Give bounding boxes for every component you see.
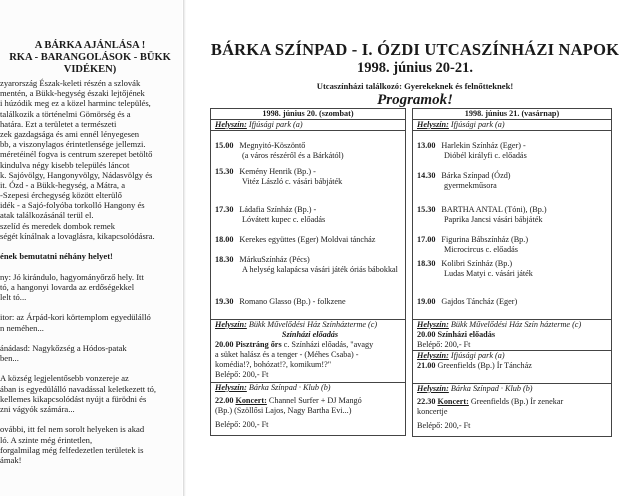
left-line: ének bemutatni néhány helyet!: [0, 251, 113, 262]
program-item: [417, 171, 605, 191]
entry-fee: Belépő: 200,- Ft: [215, 370, 269, 379]
venue-name: Bükk Művelődési Ház Szín házterme (c): [450, 320, 582, 329]
left-line: A község legjelentősebb vonzereje az: [0, 373, 129, 384]
venue-name: Ifjúsági park (a): [450, 120, 505, 129]
program-text: Ládafia Színház (Bp.) -: [239, 205, 317, 214]
day1-heading: 1998. június 20. (szombat): [262, 109, 354, 118]
left-line: forgalmilag még felfedezetlen területek is: [0, 444, 144, 455]
program-item: [417, 205, 605, 225]
program-item: [417, 141, 605, 161]
program-text: Gajdos Táncház (Eger): [441, 297, 518, 306]
day2-heading: 1998. június 21. (vasárnap): [464, 109, 560, 118]
program-item: [215, 141, 403, 161]
program-sub: Microcircus c. előadás: [444, 245, 518, 254]
program-text: Harlekin Színház (Eger) -: [441, 141, 526, 150]
left-heading-line: RKA - BARANGOLÁSOK - BÜKK: [9, 52, 171, 63]
program-text: Kerekes együttes (Eger) Moldvai táncház: [239, 235, 376, 244]
left-line: méretéinél fogva is centrum szerepet betöltő: [0, 149, 153, 160]
left-panel: [0, 0, 182, 496]
program-time: 18.30: [215, 255, 234, 264]
program-text: Greenfields (Bp.) Ír Táncház: [437, 361, 532, 370]
venue-label: Helyszín:: [215, 383, 247, 392]
program-time: 18.00: [215, 235, 234, 244]
left-line: i húzódik meg ez a közel harminc település,: [0, 98, 151, 109]
program-item: [211, 340, 405, 350]
program-time: 20.00: [417, 330, 436, 339]
left-line: k. Sajóvölgy, Hangonyvölgy, Nádasvölgy és: [0, 169, 153, 180]
program-time: 15.00: [215, 141, 234, 150]
left-line: zek gazdagsága és ami ennél lényegesen: [0, 128, 140, 139]
venue-label: Helyszín:: [417, 120, 449, 129]
program-item: [215, 205, 403, 225]
left-line: idék - a Sajó-folyóba torkolló Hangony és: [0, 200, 145, 211]
day2-venue2: [413, 320, 611, 330]
left-line: ovábbi, itt fel nem sorolt helyeken is akad: [0, 424, 145, 435]
left-line: [0, 414, 180, 424]
program-text: Greenfields (Bp.) Ír zenekar: [470, 397, 564, 406]
program-text: Romano Glasso (Bp.) - folkzene: [239, 297, 346, 306]
program-item: [413, 361, 611, 371]
left-line: szelíd és meredek dombok remek: [0, 220, 116, 231]
program-item: [417, 259, 605, 279]
program-sub: gyermekműsora: [444, 181, 497, 190]
left-line: ánádasd: Nagykőzség a Hódos-patak: [0, 342, 127, 353]
day1-column: [210, 108, 406, 436]
left-line: bb, a viszonylagos érintetlensége jellemzi.: [0, 139, 146, 150]
program-time: 15.30: [215, 167, 234, 176]
program-text: Figurina Bábszínház (Bp.): [441, 235, 529, 244]
program-sub: Lóvátett kupec c. előadás: [242, 215, 326, 224]
program-time: 21.00: [417, 361, 436, 370]
left-line: határa. Ezt a területet a természeti: [0, 118, 117, 129]
program-text: Színházi előadás: [437, 330, 496, 339]
program-sub: Paprika Jancsi vásári bábjáték: [444, 215, 543, 224]
day1-top-box: [210, 108, 406, 320]
program-time: 15.30: [417, 205, 436, 214]
day2-venue: [413, 119, 611, 131]
program-desc: c. Színházi előadás, "avagy: [283, 340, 374, 349]
venue-subtitle: Színházi előadás: [281, 330, 339, 339]
venue-name: Bárka Színpad · Klub (b): [450, 384, 533, 393]
venue-label: Helyszín:: [417, 351, 449, 360]
entry-fee: Belépő: 200,- Ft: [417, 421, 471, 430]
program-text: Pisztráng őrs: [235, 340, 282, 349]
day2-club-box: [412, 384, 612, 437]
day2-theatre-box: [412, 320, 612, 351]
left-line: it. Ózd - a Bükk-hegység, a Mátra, a: [0, 179, 126, 190]
concert-label: Koncert:: [235, 396, 267, 405]
program-time: 19.00: [417, 297, 436, 306]
left-line: ny: Jó kirándulo, hagyományőrző hely. Itt: [0, 271, 144, 282]
program-item: [215, 235, 403, 245]
program-time: 22.30: [417, 397, 436, 406]
venue-label: Helyszín:: [215, 120, 247, 129]
venue-name: Bárka Színpad · Klub (b): [248, 383, 331, 392]
event-subtitle: Utcaszínházi találkozó: Gyerekeknek és felnőtteknek!: [316, 81, 514, 91]
program-item: [215, 167, 403, 187]
day2-column: [412, 108, 612, 437]
program-item: [413, 330, 611, 340]
left-line: itor: az Árpád-kori körtemplom egyedülálló: [0, 312, 151, 323]
program-time: 17.30: [215, 205, 234, 214]
program-sub: Vitéz László c. vásári bábjáték: [242, 177, 343, 186]
program-item: [417, 297, 605, 307]
day2-park-box: [412, 351, 612, 384]
venue-label: Helyszín:: [417, 384, 449, 393]
left-line: -Szepesi érchegység között elterülő: [0, 190, 122, 201]
left-line: atak találkozásánál terül el.: [0, 210, 94, 221]
left-line: kellemes kikapcsolódást nyújt a fürödni és: [0, 393, 147, 404]
program-time: 19.30: [215, 297, 234, 306]
left-line: zni vágyók számára...: [0, 404, 75, 414]
day2-top-box: [412, 108, 612, 320]
left-line: zyarország Észak-keleti részén a szlovák: [0, 78, 141, 88]
program-sub: Dióbél királyfi c. előadás: [444, 151, 527, 160]
day1-venue2: [211, 320, 405, 330]
program-time: 14.30: [417, 171, 436, 180]
day2-venue4: [413, 384, 611, 394]
left-line: [0, 241, 180, 251]
left-line: ló. A szinte még érintetlen,: [0, 434, 93, 445]
entry-fee: Belépő: 200,- Ft: [417, 340, 471, 349]
left-heading: [0, 40, 180, 76]
program-desc: koncertje: [417, 407, 448, 416]
left-line: ában is egyedülálló navadással keletkezett tó,: [0, 383, 157, 394]
left-line: lelt tó...: [0, 291, 27, 302]
left-line: ámak!: [0, 454, 22, 465]
program-heading: Programok!: [377, 92, 453, 108]
day1-venue3: [211, 383, 405, 393]
program-desc: a süket halász és a tenger - (Méhes Csaba) -: [215, 350, 359, 359]
venue-label: Helyszín:: [417, 320, 449, 329]
venue-name: Ifjúsági park (a): [450, 351, 505, 360]
day2-venue3: [413, 351, 611, 361]
program-text: Bárka Színpad (Ózd): [441, 171, 511, 180]
program-item: [211, 396, 405, 406]
left-line: [0, 363, 180, 373]
left-heading-line: VIDÉKEN): [63, 64, 117, 75]
program-time: 18.30: [417, 259, 436, 268]
program-item: [417, 235, 605, 255]
left-line: n neméhen...: [0, 322, 44, 333]
program-sub: Ludas Matyi c. vásári játék: [444, 269, 533, 278]
program-item: [413, 397, 611, 407]
day1-venue: [211, 119, 405, 131]
event-dates: 1998. június 20-21.: [356, 60, 474, 76]
left-heading-line: A BÁRKA AJÁNLÁSA !: [34, 40, 146, 51]
venue-name: Ifjúsági park (a): [248, 120, 303, 129]
program-text: BARTHA ANTAL (Tóni), (Bp.): [441, 205, 547, 214]
left-line: kindulva négy kisebb település láncot: [0, 159, 130, 170]
program-sub: A helység kalapácsa vásári játék óriás bábokkal: [242, 265, 398, 274]
left-line: [0, 261, 180, 271]
venue-name: Bükk Művelődési Ház Színházterme (c): [248, 320, 378, 329]
left-line: mentén, a Bükk-hegység északi lejtőjének: [0, 88, 145, 99]
day1-club-box: [210, 383, 406, 436]
left-body-text: [0, 78, 180, 465]
program-time: 17.00: [417, 235, 436, 244]
venue-label: Helyszín:: [215, 320, 247, 329]
left-line: ben...: [0, 353, 19, 364]
program-time: 13.00: [417, 141, 436, 150]
program-time: 22.00: [215, 396, 234, 405]
program-text: Megnyitó-Köszöntő: [239, 141, 306, 150]
program-desc: komédia!?, bohózat!?, komikum!?": [215, 360, 332, 369]
program-text: Kemény Henrik (Bp.) -: [239, 167, 316, 176]
left-line: [0, 333, 180, 343]
program-text: MárkuSzínház (Pécs): [239, 255, 310, 264]
left-line: ségét kínálnak a lovaglásra, kikapcsolódásra.: [0, 230, 155, 241]
program-desc: (Bp.) (Szöllősi Lajos, Nagy Bartha Evi...): [215, 406, 352, 415]
day1-theatre-box: [210, 320, 406, 383]
program-item: [215, 297, 403, 307]
entry-fee: Belépő: 200,- Ft: [215, 420, 269, 429]
left-line: [0, 302, 180, 312]
concert-label: Koncert:: [437, 397, 469, 406]
page-fold: [183, 0, 186, 496]
program-sub: (a város részéről és a Bárkától): [242, 151, 344, 160]
program-text: Channel Surfer + DJ Mangó: [268, 396, 362, 405]
left-line: tó, a hangonyi lovarda az erdőségekkel: [0, 281, 135, 292]
page-title: BÁRKA SZÍNPAD - I. ÓZDI UTCASZÍNHÁZI NAPOK: [210, 40, 620, 59]
left-line: találkozik a történelmi Gömörség és a: [0, 108, 131, 119]
program-item: [215, 255, 403, 275]
program-time: 20.00: [215, 340, 234, 349]
program-text: Kolibri Színház (Bp.): [441, 259, 513, 268]
